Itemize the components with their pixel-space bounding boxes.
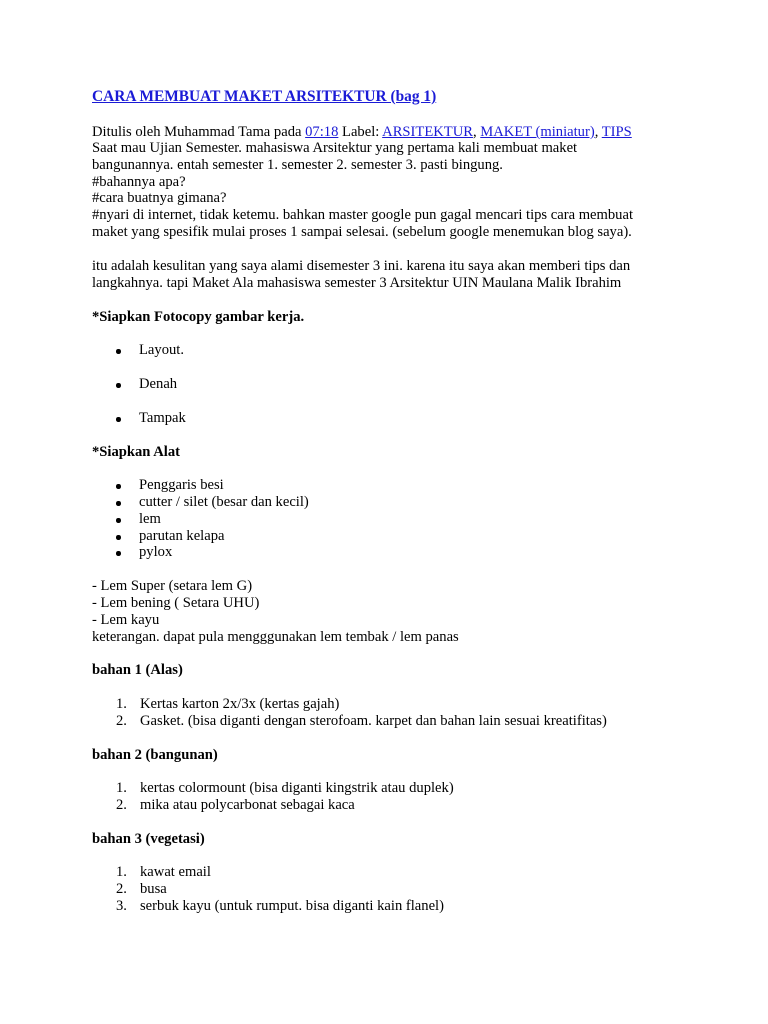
label-maket-link[interactable]: MAKET (miniatur)	[480, 124, 595, 140]
byline	[92, 124, 632, 141]
intro-line: #bahannya apa?	[92, 174, 186, 190]
list-number: 1.	[116, 696, 127, 712]
section-heading-bahan-2: bahan 2 (bangunan)	[92, 747, 218, 763]
label-arsitektur-link[interactable]: ARSITEKTUR	[382, 124, 473, 140]
bullet-icon	[116, 518, 121, 523]
bullet-icon	[116, 501, 121, 506]
section-heading-alat: *Siapkan Alat	[92, 444, 181, 460]
intro-line: bangunannya. entah semester 1. semester 2. semester 3. pasti bingung.	[92, 157, 503, 173]
lem-line: - Lem Super (setara lem G)	[92, 578, 253, 594]
byline-label-prefix: Label:	[338, 124, 383, 140]
bullet-icon	[116, 484, 121, 489]
note-line: keterangan. dapat pula mengggunakan lem tembak / lem panas	[92, 629, 459, 645]
list-item-text: Kertas karton 2x/3x (kertas gajah)	[140, 696, 340, 712]
list-item-text: Gasket. (bisa diganti dengan sterofoam. karpet dan bahan lain sesuai kreatifitas)	[140, 713, 607, 729]
section-heading-bahan-3: bahan 3 (vegetasi)	[92, 831, 205, 847]
list-number: 2.	[116, 797, 127, 813]
list-item-text: cutter / silet (besar dan kecil)	[139, 494, 309, 510]
paragraph-line: langkahnya. tapi Maket Ala mahasiswa semester 3 Arsitektur UIN Maulana Malik Ibrahim	[92, 275, 622, 291]
intro-line: #cara buatnya gimana?	[92, 190, 227, 206]
intro-line: #nyari di internet, tidak ketemu. bahkan master google pun gagal mencari tips cara membuat	[92, 207, 634, 223]
intro-line: Saat mau Ujian Semester. mahasiswa Arsitektur yang pertama kali membuat maket	[92, 140, 578, 156]
label-tips-link[interactable]: TIPS	[601, 124, 632, 140]
list-number: 1.	[116, 780, 127, 796]
bullet-icon	[116, 383, 121, 388]
label-separator: ,	[472, 124, 481, 140]
list-item-text: Layout.	[139, 342, 184, 358]
lem-line: - Lem kayu	[92, 612, 160, 628]
post-time-link[interactable]: 07:18	[305, 124, 339, 140]
byline-author: Ditulis oleh Muhammad Tama pada	[92, 124, 306, 140]
list-item-text: lem	[139, 511, 161, 527]
label-separator: ,	[594, 124, 602, 140]
list-number: 2.	[116, 881, 127, 897]
intro-line: maket yang spesifik mulai proses 1 sampai selesai. (sebelum google menemukan blog saya).	[92, 224, 632, 240]
lem-line: - Lem bening ( Setara UHU)	[92, 595, 260, 611]
section-heading-bahan-1: bahan 1 (Alas)	[92, 662, 183, 678]
list-item-text: serbuk kayu (untuk rumput. bisa diganti kain flanel)	[140, 898, 444, 914]
list-item-text: busa	[140, 881, 167, 897]
bullet-icon	[116, 417, 121, 422]
list-item-text: parutan kelapa	[139, 528, 225, 544]
list-item-text: Denah	[139, 376, 178, 392]
list-item-text: Tampak	[139, 410, 186, 426]
list-number: 3.	[116, 898, 127, 914]
list-number: 1.	[116, 864, 127, 880]
section-heading-fotocopy: *Siapkan Fotocopy gambar kerja.	[92, 309, 305, 325]
list-item-text: mika atau polycarbonat sebagai kaca	[140, 797, 355, 813]
list-number: 2.	[116, 713, 127, 729]
paragraph-line: itu adalah kesulitan yang saya alami disemester 3 ini. karena itu saya akan memberi tips dan	[92, 258, 631, 274]
bullet-icon	[116, 551, 121, 556]
list-item-text: pylox	[139, 544, 173, 560]
bullet-icon	[116, 535, 121, 540]
list-item-text: Penggaris besi	[139, 477, 224, 493]
post-title-link[interactable]: CARA MEMBUAT MAKET ARSITEKTUR (bag 1)	[92, 88, 437, 105]
bullet-icon	[116, 349, 121, 354]
list-item-text: kawat email	[140, 864, 211, 880]
list-item-text: kertas colormount (bisa diganti kingstrik atau duplek)	[140, 780, 454, 796]
